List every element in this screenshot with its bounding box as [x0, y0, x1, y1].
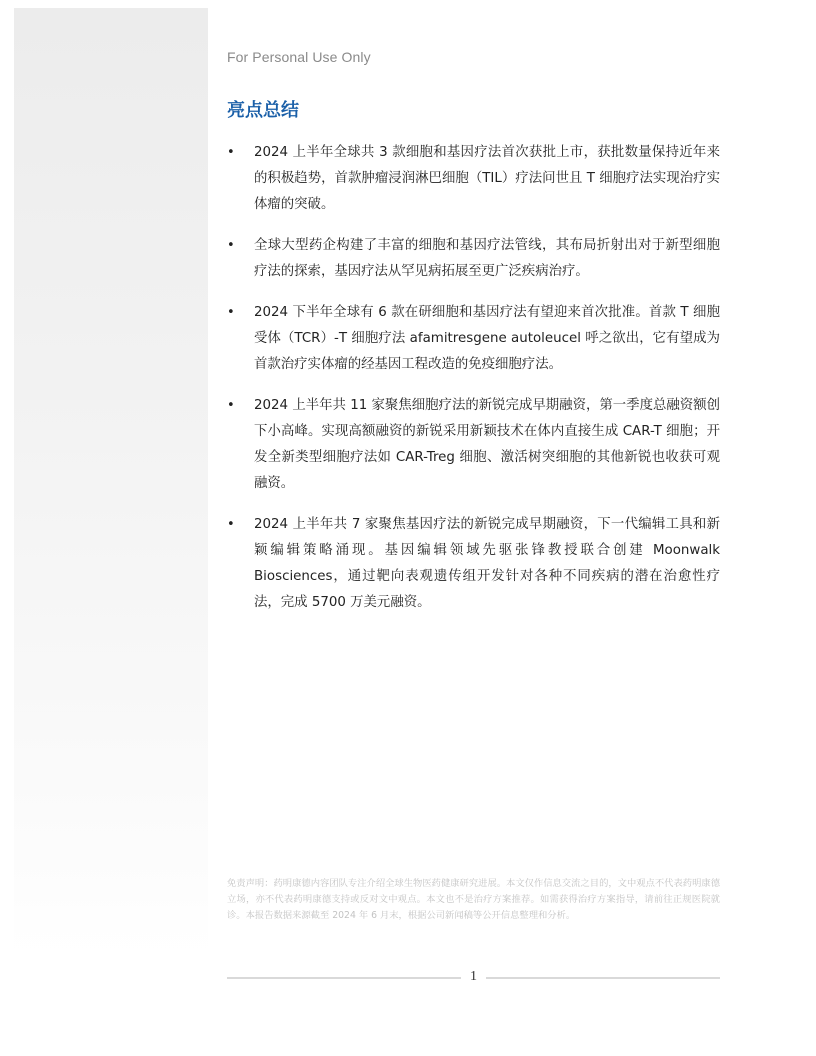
decorative-side-band-fade [14, 900, 208, 966]
footer-divider-left [227, 977, 461, 979]
highlight-item [227, 393, 720, 497]
footer-divider-right [486, 977, 720, 979]
decorative-side-band [14, 8, 208, 966]
bullet-icon: • [227, 145, 235, 160]
highlight-item [227, 233, 720, 285]
highlights-list [227, 140, 720, 631]
highlight-text: 2024 上半年全球共 3 款细胞和基因疗法首次获批上市，获批数量保持近年来的积极趋势，首款肿瘤浸润淋巴细胞（TIL）疗法问世且 T 细胞疗法实现治疗实体瘤的突破。 [254, 145, 720, 212]
bullet-icon: • [227, 517, 235, 532]
page-number: 1 [470, 969, 477, 984]
bullet-icon: • [227, 398, 235, 413]
bullet-icon: • [227, 238, 235, 253]
highlight-text: 2024 上半年共 11 家聚焦细胞疗法的新锐完成早期融资，第一季度总融资额创下小高峰。实现高额融资的新锐采用新颖技术在体内直接生成 CAR-T 细胞；开发全新类型细胞疗法如 CAR-Treg 细胞、激活树突细胞的其他新锐也收获可观融资。 [254, 398, 720, 491]
highlight-text: 全球大型药企构建了丰富的细胞和基因疗法管线，其布局折射出对于新型细胞疗法的探索，基因疗法从罕见病拓展至更广泛疾病治疗。 [254, 238, 720, 279]
disclaimer-text: 免责声明：药明康德内容团队专注介绍全球生物医药健康研究进展。本文仅作信息交流之目的，文中观点不代表药明康德立场，亦不代表药明康德支持或反对文中观点。本文也不是治疗方案推荐。如需获得治疗方案指导，请前往正规医院就诊。本报告数据来源截至 2024 年 6 月末，根据公司新闻稿等公开信息整理和分析。 [227, 878, 720, 921]
highlight-text: 2024 下半年全球有 6 款在研细胞和基因疗法有望迎来首次批准。首款 T 细胞受体（TCR）-T 细胞疗法 afamitresgene autoleucel 呼之欲出，它有望成为首款治疗实体瘤的经基因工程改造的免疫细胞疗法。 [254, 305, 720, 372]
bullet-icon: • [227, 305, 235, 320]
highlight-item [227, 512, 720, 616]
highlight-text: 2024 上半年共 7 家聚焦基因疗法的新锐完成早期融资，下一代编辑工具和新颖编辑策略涌现。基因编辑领域先驱张锋教授联合创建 Moonwalk Biosciences，通过靶向表观遗传组开发针对各种不同疾病的潜在治愈性疗法，完成 5700 万美元融资。 [254, 517, 720, 610]
highlight-item [227, 300, 720, 378]
highlight-item [227, 140, 720, 218]
header-note: For Personal Use Only [227, 49, 371, 65]
section-title: 亮点总结 [227, 100, 299, 121]
